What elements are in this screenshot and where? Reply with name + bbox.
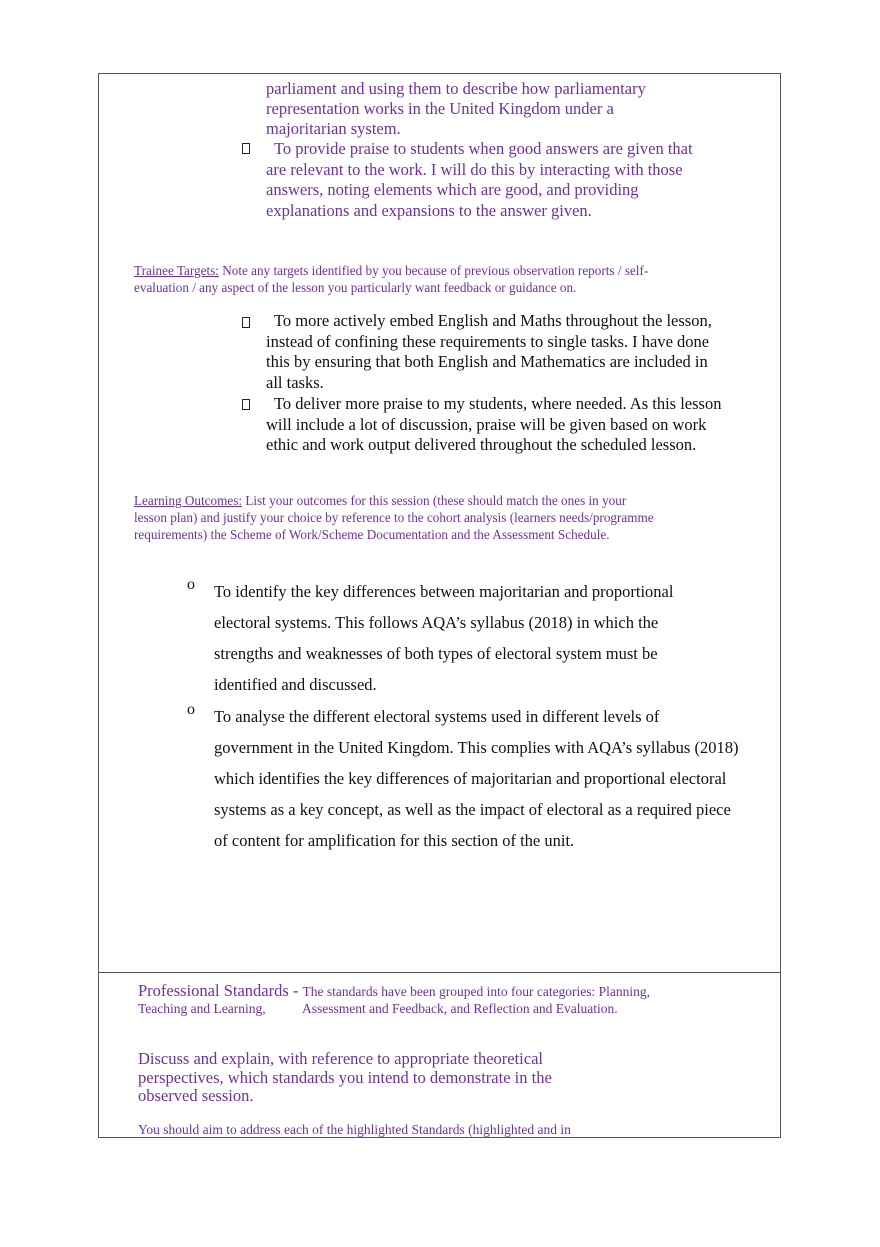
aim-instruction: You should aim to address each of the highlighted Standards (highlighted and in <box>138 1122 571 1137</box>
bullet-icon <box>242 143 250 154</box>
outcome-item-2: To analyse the different electoral systems used in different levels of government in the United Kingdom. This complies with AQA’s syllabus (2018) which identifies the key differences of majoritarian and proportional electoral systems as a key concept, as well as the impact of electoral as a required piece of content for amplification for this section of the unit. <box>214 707 739 850</box>
target-item-1: To more actively embed English and Maths throughout the lesson, instead of confining these requirements to single tasks. I have done this by ensuring that both English and Mathematics are included in all tasks. <box>266 311 712 392</box>
learning-outcomes-heading: Learning Outcomes: <box>134 493 243 508</box>
trainee-targets-heading: Trainee Targets: <box>134 263 219 278</box>
trainee-targets-instruction: Trainee Targets: Note any targets identified by you because of previous observation reports / self-evaluation / any aspect of the lesson you particularly want feedback or guidance on. <box>134 263 649 295</box>
continued-text: parliament and using them to describe how parliamentary representation works in the United Kingdom under a majoritarian system. <box>266 79 646 138</box>
bullet-icon <box>242 399 250 410</box>
discuss-instruction: Discuss and explain, with reference to appropriate theoretical perspectives, which standards you intend to demonstrate in the observed session. <box>138 1049 552 1105</box>
outcome-bullet-icon: o <box>187 701 195 718</box>
professional-standards-intro: Professional Standards - The standards have been grouped into four categories: Planning, Teaching and Learning, Assessment and Feedback, and Reflection and Evaluation. <box>138 981 654 1016</box>
form-table <box>98 73 781 1138</box>
table-row-divider <box>99 972 780 973</box>
praise-bullet: To provide praise to students when good answers are given that are relevant to the work. I will do this by interacting with those answers, noting elements which are good, and providing explanations and expansions to the answer given. <box>266 139 693 220</box>
bullet-icon <box>242 317 250 328</box>
target-item-2: To deliver more praise to my students, where needed. As this lesson will include a lot of discussion, praise will be given based on work ethic and work output delivered throughout the scheduled lesson. <box>266 394 722 454</box>
outcome-bullet-icon: o <box>187 576 195 593</box>
outcome-item-1: To identify the key differences between majoritarian and proportional electoral systems. This follows AQA’s syllabus (2018) in which the strengths and weaknesses of both types of electoral system must be identified and discussed. <box>214 582 674 694</box>
professional-standards-heading: Professional Standards - <box>138 981 303 1000</box>
learning-outcomes-instruction: Learning Outcomes: List your outcomes for this session (these should match the ones in your lesson plan) and justify your choice by reference to the cohort analysis (learners needs/programme requirements) the Scheme of Work/Scheme Documentation and the Assessment Schedule. <box>134 493 654 542</box>
